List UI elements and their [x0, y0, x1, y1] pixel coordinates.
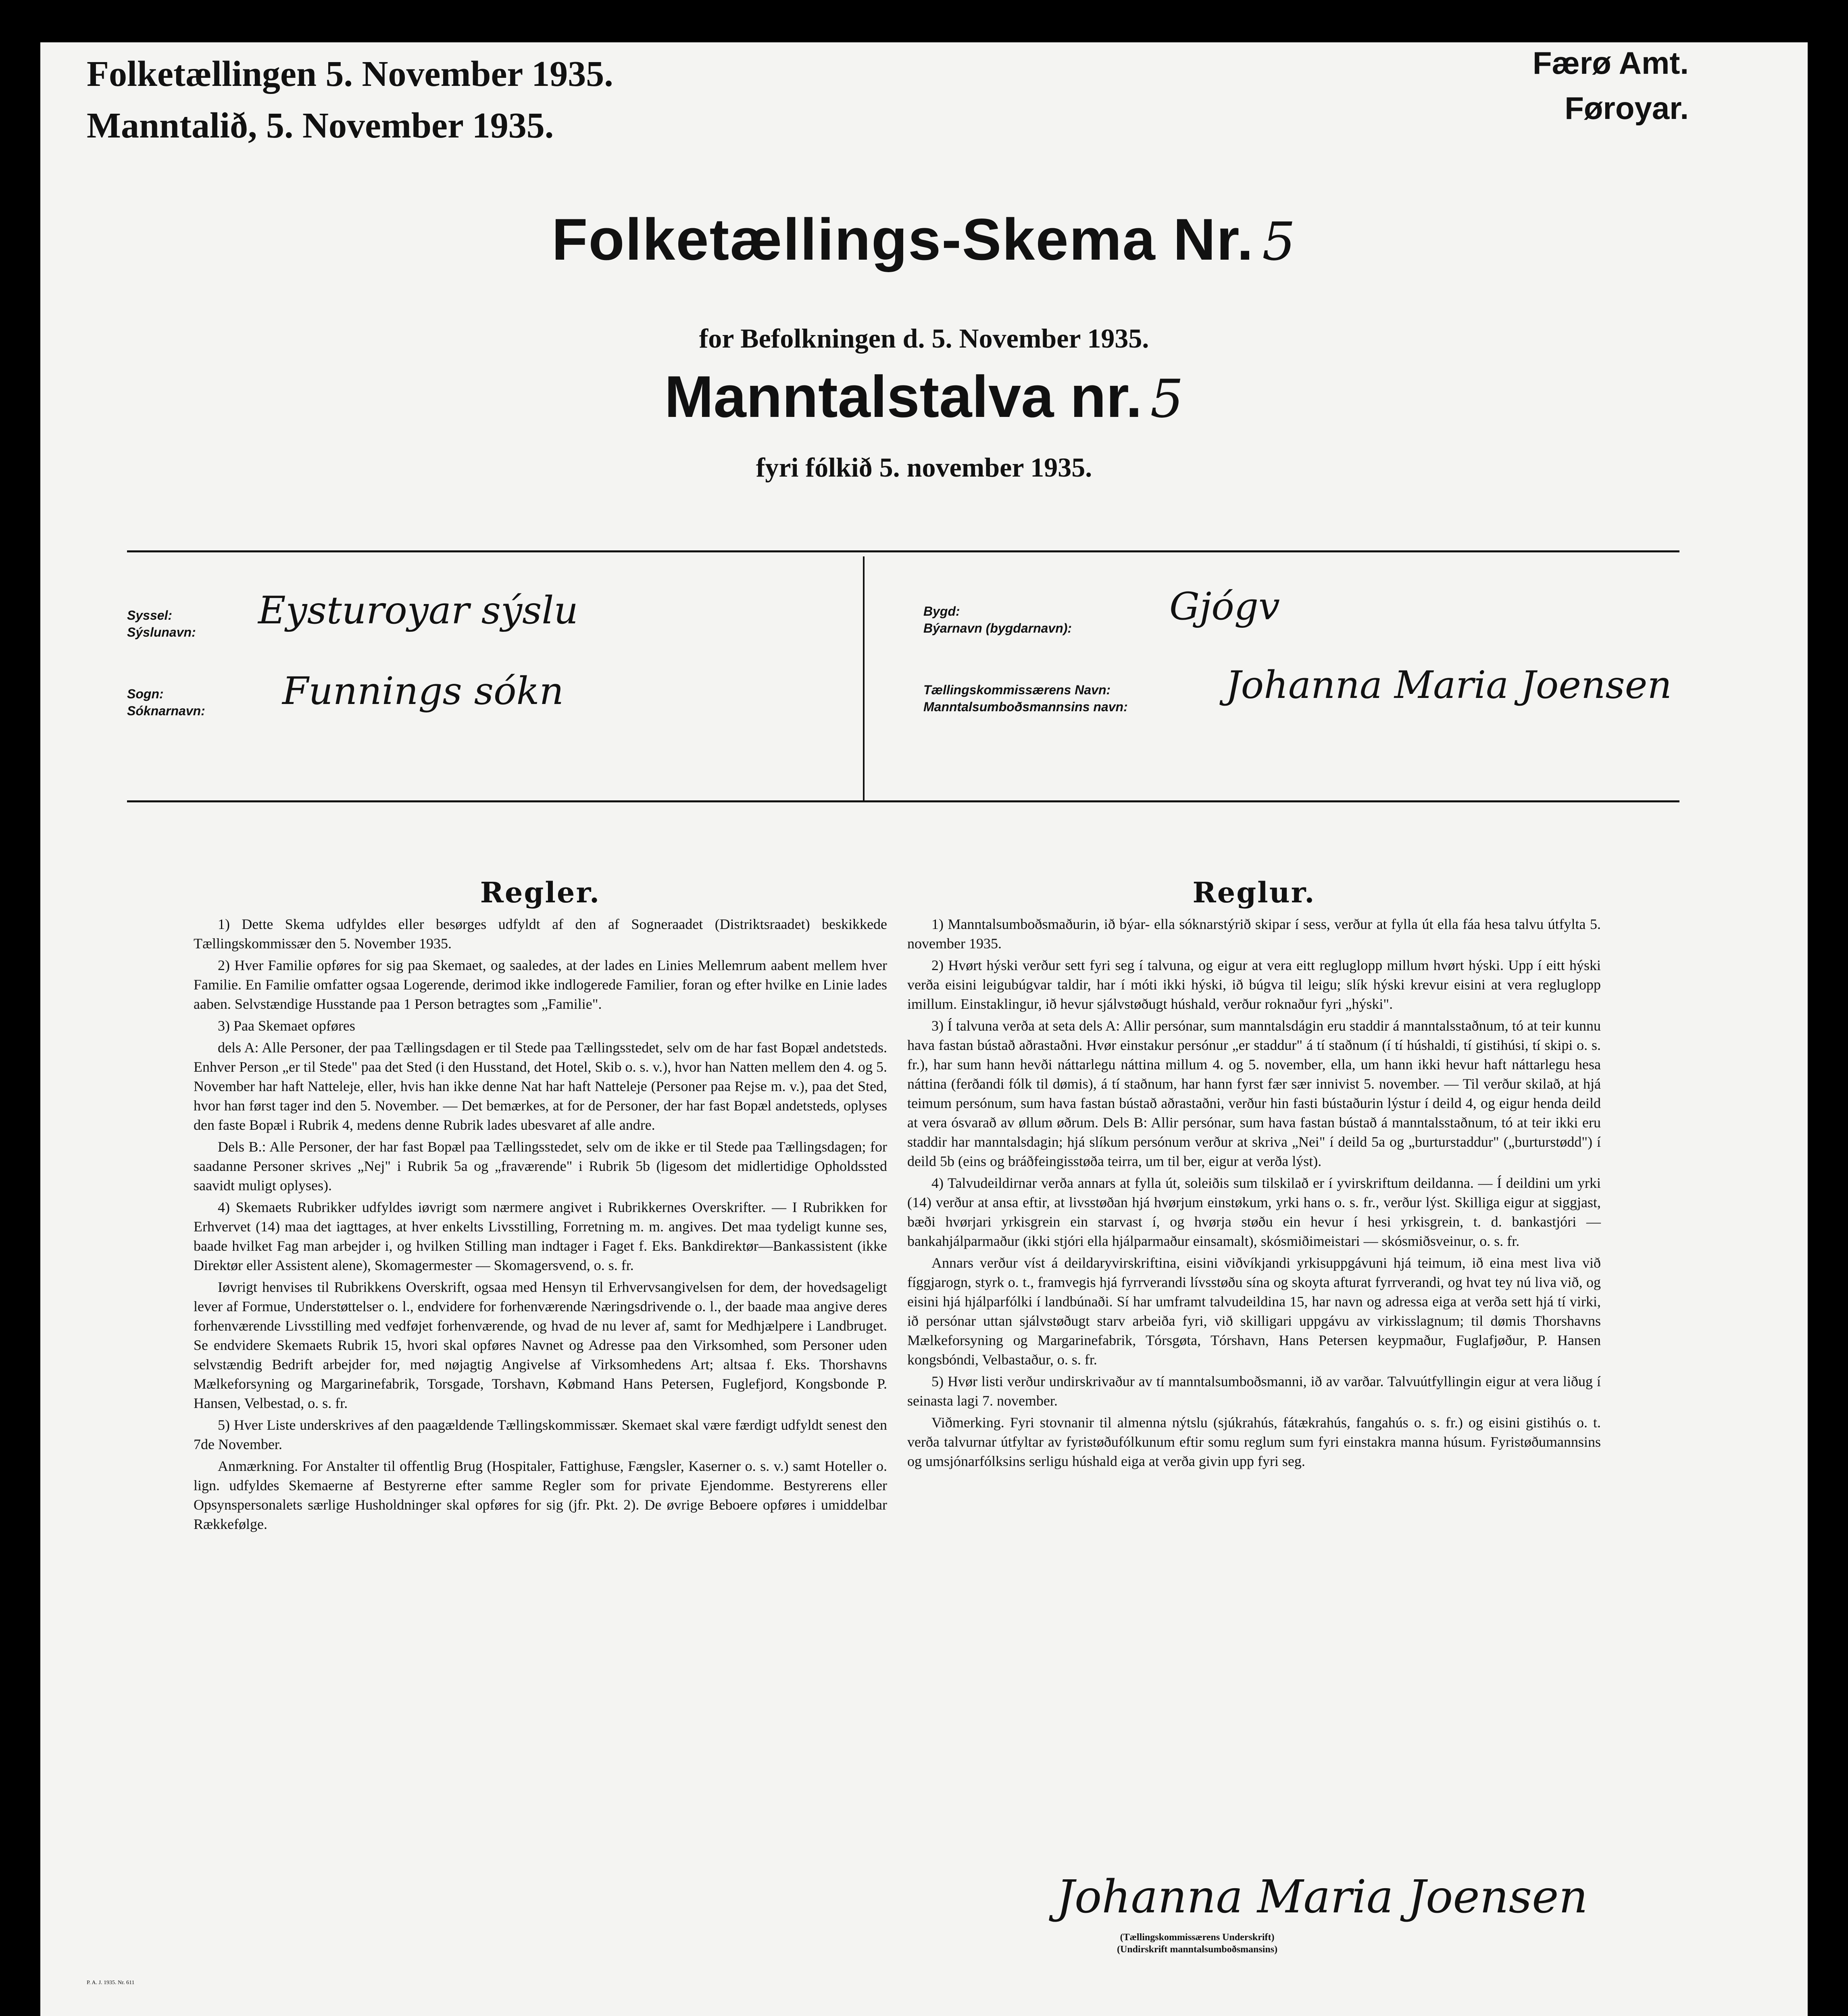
syssel-value: Eysturoyar sýslu: [258, 589, 578, 633]
rule-paragraph: 5) Hvør listi verður undirskrivaður av tí manntalsumboðsmanni, ið av varðar. Talvuútfyllingin eigur at vera liðug í seinasta lagi 7. november.: [907, 1373, 1601, 1409]
printer-mark: P. A. J. 1935. Nr. 611: [87, 1980, 135, 1986]
header-line-danish: Folketællingen 5. November 1935.: [87, 54, 613, 94]
rule-paragraph: 3) Paa Skemaet opføres: [218, 1018, 355, 1034]
sogn-label: Sogn: Sóknarnavn:: [127, 687, 205, 718]
rule-paragraph: 2) Hvørt hýski verður sett fyri seg í talvuna, og eigur at vera eitt regluglopp millum hvørt hýski. Upp í eitt hýski verða eisini leigubúgvar taldir, har í móti ikki hýski, ið búgva til leigu; slík hýski krevur eisini at vera regluglopp imillum. Einstaklingur, ið hevur sjálvstøðugt húshald, verður roknaður fyri „hýski".: [907, 957, 1601, 1012]
rule-paragraph: 3) Í talvuna verða at seta dels A: Allir persónar, sum manntalsdágin eru staddir á manntalsstaðnum, tó at teir kunnu hava fastan bústað aðrastaðni. Hvør einstakur persónur „er staddur" á tí staðnum (í tí húshaldi, tí gistihúsi, tí skipi o. s. fr.), har sum hann hevði náttarlegu náttina millum 4. og 5. november, ella, um hann ikki hevur haft náttarlegu hesa náttina (ferðandi fólk til dømis), á tí staðnum, har hann fyrst fær sær innivist 5. november. — Til verður skilað, at hjá teimum persónum, sum hava fastan bústað aðrastaðni, verður hin fasti bústaðurin lýstur í deild 4, og eigur henda deild at vera ósvarað av øllum øðrum. Dels B: Allir persónar, sum hava fastan bústað á manntalsstaðnum, tó at teir ikki eru staddir har manntalsdagin; hjá slíkum persónum verður at skriva „Nei" í deild 5a og „burturstaddur" („burturstødd") í deild 5b (eins og bráðfeingisstøða teirra, um til ber, eigur at verða lýst).: [907, 1018, 1601, 1169]
rule-paragraph: Annars verður víst á deildaryvirskriftina, eisini viðvíkjandi yrkisuppgávuni hjá teimum, ið eina mest liva við fíggjarogn, styrk o. t., framvegis hjá fyrrverandi lívsstøðu sína og skoyta afturat fyrrverandi, og hvat tey nú liva við, og eisini hjá hjálparfólki í landbúnaði. Sí har umframt talvudeildina 15, har navn og adressa eiga at verða sett hjá tí virki, ið persónar uttan sjálvstøðugt starv arbeiða fyri, við skilligari uppgávu av virkisslagnum; til dømis Thorshavns Mælkeforsyning og Margarinefabrik, Tórsgøta, Tórshavn, Hans Petersen keypmaður, Fuglafjøður, P. Hansen kongsbóndi, Velbastaður, o. s. fr.: [907, 1255, 1601, 1368]
form-subtitle-danish: for Befolkningen d. 5. November 1935.: [699, 323, 1149, 354]
divider-top: [127, 550, 1679, 552]
signature-handwritten: Johanna Maria Joensen: [1056, 1871, 1588, 1923]
rule-paragraph: Viðmerking. Fyri stovnanir til almenna nýtslu (sjúkrahús, fátækrahús, fangahús o. s. fr.) og eisini gistihús o. t. verða talvurnar útfyltar av fyristøðufólkunum eftir somu reglum sum fyri einstakra manna húsum. Fyristøðumannsins og umsjónarfólksins serligu húshald eiga at verða givin upp fyri seg.: [907, 1414, 1601, 1469]
rules-faroese-heading: Reglur.: [1192, 876, 1316, 909]
form-title-faroese: [0, 363, 1848, 431]
rules-danish: [194, 876, 888, 1536]
form-subtitle-faroese: fyri fólkið 5. november 1935.: [756, 452, 1092, 483]
form-title-fo-text: Manntalstalva nr.: [664, 364, 1142, 429]
rule-paragraph: 1) Dette Skema udfyldes eller besørges udfyldt af den af Sogneraadet (Distriktsraadet) beskikkede Tællingskommissær den 5. November 1935.: [194, 916, 887, 952]
form-title-text: Folketællings-Skema Nr.: [552, 206, 1254, 272]
rules-faroese: [907, 876, 1601, 1473]
form-number-handwritten: 5: [1262, 211, 1296, 272]
form-number-fo-handwritten: 5: [1150, 368, 1184, 429]
kommissaer-value: Johanna Maria Joensen: [1226, 663, 1672, 707]
bygd-value: Gjógv: [1169, 585, 1280, 629]
rule-paragraph: Anmærkning. For Anstalter til offentlig Brug (Hospitaler, Fattighuse, Fængsler, Kaserner o. s. v.) samt Hoteller o. lign. udfyldes Skemaerne af Bestyrerne efter samme Regler som for private Ejendomme. Bestyrerens eller Opsynspersonalets særlige Husholdninger skal opføres for sig (jfr. Pkt. 2). De øvrige Beboere opføres i umiddelbar Rækkefølge.: [194, 1458, 887, 1532]
rule-paragraph: 4) Talvudeildirnar verða annars at fylla út, soleiðis sum tilskilað er í yvirskriftum deildanna. — Í deildini um yrki (14) verður at ansa eftir, at livsstøðan hjá hvørjum einstøkum, yrki hans o. s. fr., verður lýst. Skilliga eigur at siggjast, bæði hvørjari yrkisgrein ein starvast í, og hvørja støðu ein hevur í hesi yrkisgrein, t. d. bankastjóri — bankahjálparmaður (ikki stjóri ella hjálparmaður einsamalt), skósmiðimeistari — skósmiðsveinur, o. s. fr.: [907, 1175, 1601, 1249]
divider-bottom: [127, 800, 1679, 802]
rule-paragraph: dels A: Alle Personer, der paa Tællingsdagen er til Stede paa Tællingsstedet, selv om de har fast Bopæl andetsteds. Enhver Person „er til Stede" paa det Sted (i den Husstand, det Hotel, Skib o. s. v.), hvor han Natten mellem den 4. og 5. November har haft Natteleje, eller, hvis han ikke denne Nat har haft Natteleje (Personer paa Rejse m. v.), paa det Sted, hvor han først tager ind den 5. November. — Det bemærkes, at for de Personer, der har fast Bopæl andetsteds, oplyses den faste Bopæl i Rubrik 4, medens denne Rubrik lades ubesvaret af alle andre.: [194, 1039, 888, 1133]
signature-caption: (Tællingskommissærens Underskrift) (Undirskrift manntalsumboðsmansins): [1117, 1932, 1278, 1955]
header-right: [1533, 40, 1689, 131]
sogn-value: Funnings sókn: [282, 669, 564, 713]
header-foroyar: Føroyar.: [1565, 90, 1689, 126]
rule-paragraph: 5) Hver Liste underskrives af den paagældende Tællingskommissær. Skemaet skal være færdigt udfyldt senest den 7de November.: [194, 1417, 887, 1452]
syssel-label: Syssel: Sýslunavn:: [127, 608, 196, 639]
rules-danish-heading: Regler.: [480, 876, 601, 909]
rule-paragraph: 2) Hver Familie opføres for sig paa Skemaet, og saaledes, at der lades en Linies Mellemrum aabent mellem hver Familie. En Familie omfatter ogsaa Logerende, derimod ikke indlogerede Familier, foran og efter hvilke en Linie lades aaben. Selvstændige Husstande paa 1 Person betragtes som „Familie".: [194, 957, 887, 1012]
rule-paragraph: Dels B.: Alle Personer, der har fast Bopæl paa Tællingsstedet, selv om de ikke er til Stede paa Tællingsdagen; for saadanne Personer skrives „Nej" i Rubrik 5a og „fraværende" i Rubrik 5b (ligesom det midlertidige Opholdssted saavidt muligt oplyses).: [194, 1139, 887, 1193]
header-left: [87, 48, 613, 152]
kommissaer-label: Tællingskommissærens Navn: Manntalsumboðsmannsins navn:: [923, 683, 1128, 714]
form-title-danish: [0, 206, 1848, 273]
header-line-faroese: Manntalið, 5. November 1935.: [87, 106, 554, 146]
bygd-label: Bygd: Býarnavn (bygdarnavn):: [923, 604, 1072, 635]
rule-paragraph: 4) Skemaets Rubrikker udfyldes iøvrigt som nærmere angivet i Rubrikkernes Overskrifter. — I Rubrikken for Erhvervet (14) maa det iagttages, at hver enkelts Livsstilling, Forretning m. m. angives. Det maa tydeligt kunne ses, baade hvilket Fag man arbejder i, og hvilken Stilling man indtager i Faget f. Eks. Bankdirektør—Bankassistent (ikke Direktør eller Assistent alene), Skomagermester — Skomagersvend, o. s. fr.: [194, 1199, 887, 1273]
divider-vertical: [863, 556, 865, 802]
rule-paragraph: 1) Manntalsumboðsmaðurin, ið býar- ella sóknarstýrið skipar í sess, verður at fylla út ella fáa hesa talvu útfylta 5. november 1935.: [907, 916, 1601, 952]
header-amt: Færø Amt.: [1532, 45, 1689, 81]
rule-paragraph: Iøvrigt henvises til Rubrikkens Overskrift, ogsaa med Hensyn til Erhvervsangivelsen for dem, der hovedsageligt lever af Formue, Understøttelser o. l., endvidere for forhenværende Næringsdrivende o. l., der baade maa angive deres forhenværende Livsstilling med vedføjet forhenværende, og hvad de nu lever af, samt for Medhjælpere i Landbruget. Se endvidere Skemaets Rubrik 15, hvori skal opføres Navnet og Adresse paa den Virksomhed, som Personer uden selvstændig Bedrift arbejder for, med nøjagtig Angivelse af Virksomhedens Art; altsaa f. Eks. Thorshavns Mælkeforsyning og Margarinefabrik, Torsgade, Torshavn, Købmand Hans Petersen, Fuglefjord, Kongsbonde P. Hansen, Velbestad, o. s. fr.: [194, 1279, 887, 1411]
